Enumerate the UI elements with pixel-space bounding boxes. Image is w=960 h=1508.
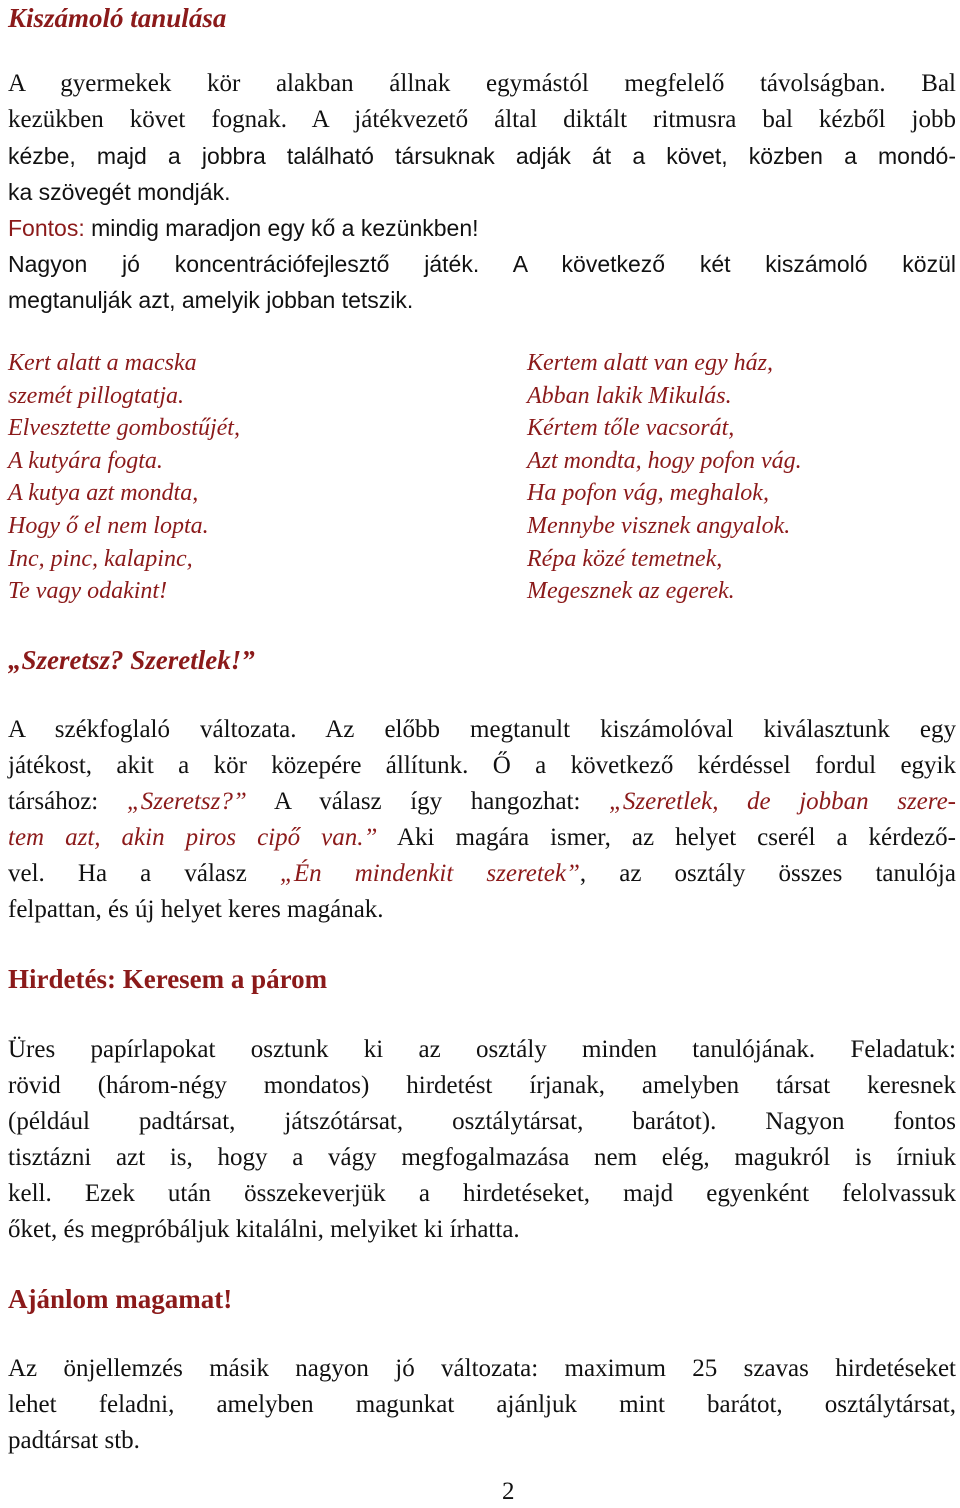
- poem-line: szemét pillogtatja.: [8, 382, 184, 409]
- poem-left: [8, 347, 240, 608]
- text-line: rövid (három-négy mondatos) hirdetést írjanak, amelyben társat keresnek: [8, 1072, 956, 1099]
- text-span: A válasz így hangozhat:: [246, 788, 609, 815]
- section-title-szeretsz: „Szeretsz? Szeretlek!”: [8, 645, 255, 675]
- poem-line: Ha pofon vág, meghalok,: [527, 480, 769, 507]
- fontos-line: [8, 210, 956, 246]
- text-line: megtanulják azt, amelyik jobban tetszik.: [8, 287, 414, 313]
- text-line: [8, 820, 956, 856]
- quote-span: „Szeretsz?”: [126, 788, 247, 815]
- text-line: [8, 784, 956, 820]
- intro-paragraph: [8, 66, 956, 318]
- text-line: A székfoglaló változata. Az előbb megtanult kiszámolóval kiválasztunk egy: [8, 716, 956, 743]
- text-line: A gyermekek kör alakban állnak egymástól megfelelő távolságban. Bal: [8, 70, 956, 97]
- section-title-kiszamolo: Kiszámoló tanulása: [8, 3, 227, 33]
- poem-line: Abban lakik Mikulás.: [527, 382, 732, 409]
- text-line: kezükben követ fognak. A játékvezető által diktált ritmusra bal kézből jobb: [8, 106, 956, 133]
- poem-line: Azt mondta, hogy pofon vág.: [527, 447, 802, 474]
- poem-right: [527, 347, 802, 608]
- section-title-hirdetes: Hirdetés: Keresem a párom: [8, 964, 328, 994]
- section-title-ajanlom: Ajánlom magamat!: [8, 1284, 233, 1314]
- page-number: 2: [502, 1478, 515, 1505]
- text-line: tisztázni azt is, hogy a vágy megfogalmazása nem elég, magukról is írniuk: [8, 1144, 956, 1171]
- poem-line: Kert alatt a macska: [8, 350, 197, 376]
- hirdetes-paragraph: [8, 1032, 956, 1248]
- fontos-label: Fontos:: [8, 215, 85, 241]
- text-line: (például padtársat, játszótársat, osztálytársat, barátot). Nagyon fontos: [8, 1108, 956, 1135]
- poem-line: Répa közé temetnek,: [527, 545, 723, 572]
- ajanlom-paragraph: [8, 1351, 956, 1459]
- text-line: [8, 856, 956, 892]
- text-line: padtársat stb.: [8, 1427, 140, 1454]
- poem-line: A kutya azt mondta,: [8, 480, 199, 507]
- text-span: Aki magára ismer, az helyet cserél a kérdező-: [377, 824, 956, 851]
- text-line: Üres papírlapokat osztunk ki az osztály minden tanulójának. Feladatuk:: [8, 1036, 956, 1063]
- text-line: Nagyon jó koncentrációfejlesztő játék. A következő két kiszámoló közül: [8, 251, 956, 277]
- text-line: játékost, akit a kör közepére állítunk. Ő a következő kérdéssel fordul egyik: [8, 752, 956, 779]
- quote-span: tem azt, akin piros cipő van.”: [8, 824, 378, 851]
- quote-span: „Én mindenkit szeretek”: [279, 860, 580, 887]
- poem-line: Kértem tőle vacsorát,: [527, 415, 735, 442]
- poem-line: Kertem alatt van egy ház,: [527, 350, 773, 376]
- poem-line: Elvesztette gombostűjét,: [8, 415, 240, 442]
- text-span: társához:: [8, 788, 127, 815]
- text-span: , az osztály összes tanulója: [579, 860, 956, 887]
- quote-span: „Szeretlek, de jobban szere-: [609, 788, 956, 815]
- fontos-text: mindig maradjon egy kő a kezünkben!: [84, 215, 479, 241]
- text-line: Az önjellemzés másik nagyon jó változata: maximum 25 szavas hirdetéseket: [8, 1355, 956, 1382]
- text-line: felpattan, és új helyet keres magának.: [8, 896, 384, 923]
- poem-line: Megesznek az egerek.: [527, 578, 735, 605]
- text-line: őket, és megpróbáljuk kitalálni, melyiket ki írhatta.: [8, 1216, 520, 1243]
- poem-line: A kutyára fogta.: [8, 447, 163, 474]
- szeretsz-paragraph: [8, 712, 956, 928]
- text-line: kézbe, majd a jobbra található társuknak adják át a követ, közben a mondó-: [8, 143, 956, 169]
- poem-line: Mennybe visznek angyalok.: [527, 512, 791, 539]
- poem-line: Hogy ő el nem lopta.: [8, 512, 209, 539]
- text-line: kell. Ezek után összekeverjük a hirdetéseket, majd egyenként felolvassuk: [8, 1180, 956, 1207]
- poem-line: Te vagy odakint!: [8, 578, 168, 605]
- text-line: ka szövegét mondják.: [8, 179, 231, 205]
- text-line: lehet feladni, amelyben magunkat ajánljuk mint barátot, osztálytársat,: [8, 1391, 956, 1418]
- text-span: vel. Ha a válasz: [8, 860, 280, 887]
- poem-line: Inc, pinc, kalapinc,: [8, 545, 193, 572]
